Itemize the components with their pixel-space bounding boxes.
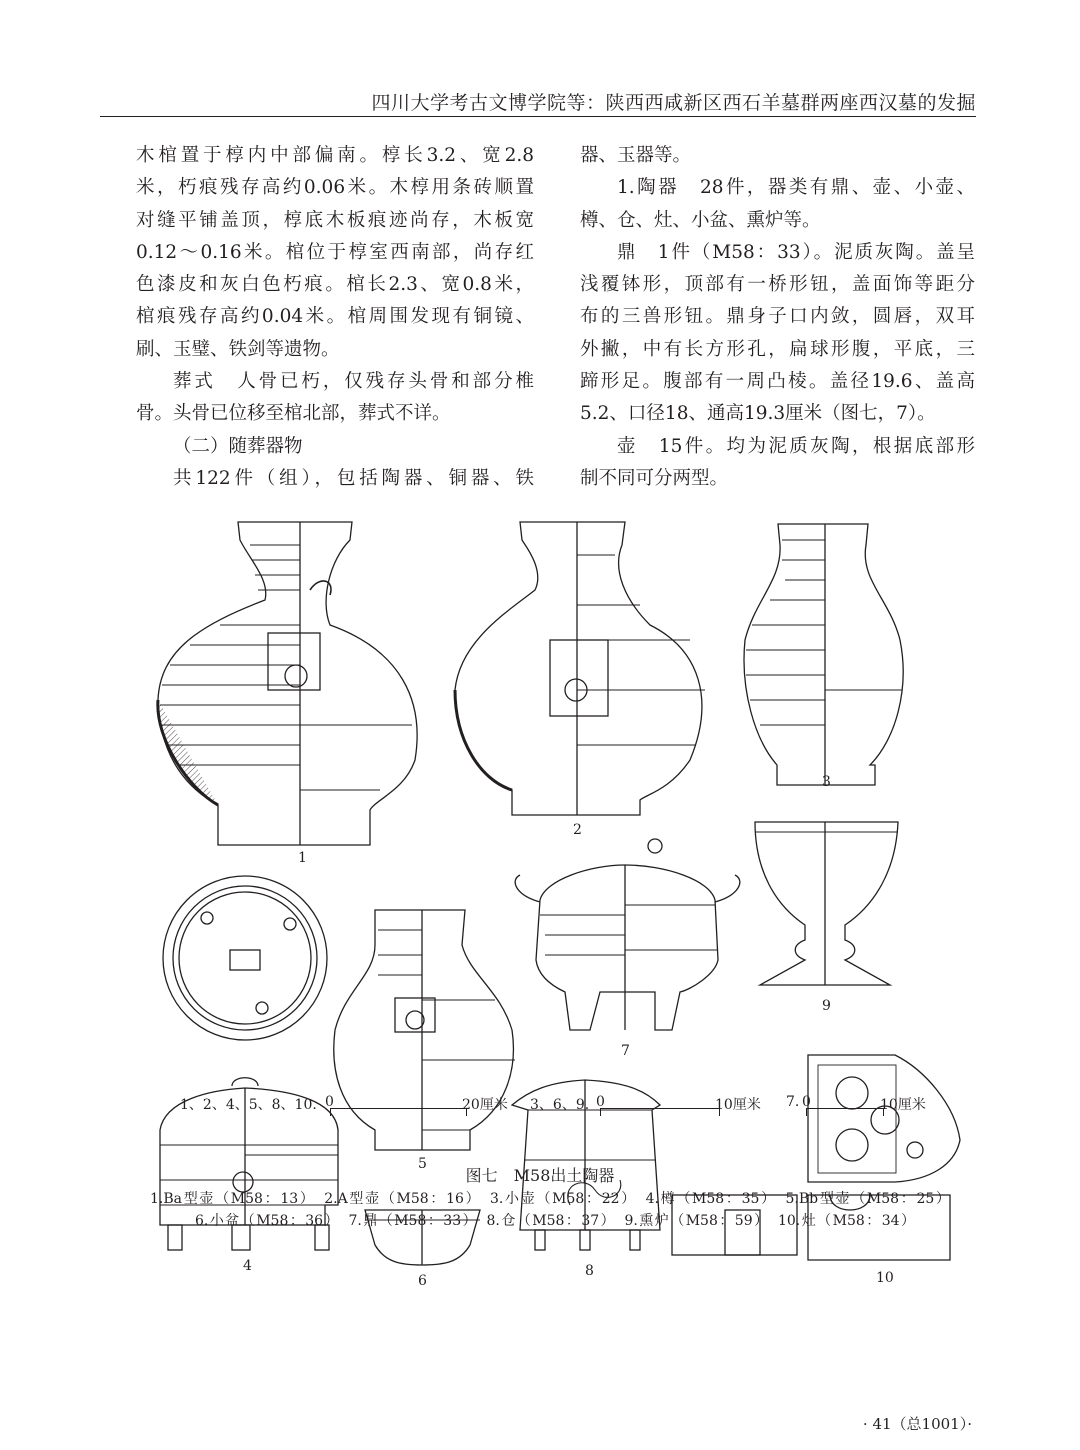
header-rule: [100, 116, 976, 117]
fig-label-2: 2: [573, 822, 582, 838]
text-line: 葬式 人骨已朽，仅残存头骨和部分椎: [173, 371, 534, 393]
running-header: 四川大学考古文博学院等：陕西西咸新区西石羊墓群两座西汉墓的发掘: [371, 92, 976, 114]
text-line: 木棺置于椁内中部偏南。椁长3.2、宽2.8: [136, 145, 534, 166]
section-heading: （二）随葬器物: [173, 435, 303, 457]
figure-legend-line-1: 1.Ba型壶（M58：13） 2.A型壶（M58：16） 3.小壶（M58：22） 4.樽（M58：35） 5.Bb型壶（M58：25）: [150, 1191, 950, 1207]
text-line: 器、玉器等。: [580, 145, 692, 166]
text-line: 浅覆钵形，顶部有一桥形钮，盖面饰等距分: [580, 274, 975, 296]
vessel-3-drawing: [744, 524, 903, 785]
text-line: 共122件（组），包括陶器、铜器、铁: [173, 467, 534, 489]
fig-label-1: 1: [298, 850, 307, 866]
scale-bar-20cm: [330, 1108, 467, 1116]
scale-start-3: 0: [802, 1094, 811, 1110]
scale-bar-10cm-b: [806, 1108, 884, 1116]
fig-label-6: 6: [418, 1273, 427, 1289]
text-line: 刷、玉璧、铁剑等遗物。: [136, 338, 340, 360]
text-line: 5.2、口径18、通高19.3厘米（图七，7）。: [580, 403, 936, 425]
vessel-9-drawing: [755, 822, 898, 985]
fig-label-10: 10: [876, 1270, 894, 1286]
text-line: 棺痕残存高约0.04米。棺周围发现有铜镜、: [136, 306, 534, 328]
scale-end-1: 20厘米: [462, 1097, 508, 1113]
fig-label-7: 7: [621, 1043, 630, 1059]
lid-plan-drawing: [163, 876, 327, 1040]
vessel-2-drawing: [455, 522, 705, 815]
fig-label-3: 3: [822, 774, 831, 790]
text-line: 壶 15件。均为泥质灰陶，根据底部形: [617, 435, 975, 457]
text-line: 对缝平铺盖顶，椁底木板痕迹尚存，木板宽: [136, 209, 534, 231]
page-number: · 41（总1001）·: [862, 1415, 972, 1433]
text-line: 色漆皮和灰白色朽痕。棺长2.3、宽0.8米，: [136, 274, 534, 296]
fig-label-8: 8: [585, 1263, 594, 1279]
text-line: 樽、仓、灶、小盆、熏炉等。: [580, 209, 821, 231]
figure-legend-line-2: 6.小盆（M58：36） 7.鼎（M58：33） 8.仓（M58：37） 9.熏炉（M58：59） 10.灶（M58：34）: [195, 1213, 915, 1229]
left-text-column: [136, 140, 534, 495]
text-line: 外撇，中有长方形孔，扁球形腹，平底，三: [580, 338, 975, 360]
vessel-1-drawing: [158, 522, 417, 845]
text-line: 蹄形足。腹部有一周凸棱。盖径19.6、盖高: [580, 371, 975, 393]
scale-label-2: 3、6、9.: [530, 1097, 590, 1113]
scale-label-1: 1、2、4、5、8、10.: [180, 1097, 317, 1113]
text-line: 米，朽痕残存高约0.06米。木椁用条砖顺置: [136, 177, 534, 199]
figure-caption: 图七 M58出土陶器: [465, 1166, 615, 1185]
fig-label-9: 9: [822, 998, 831, 1014]
text-line: 1.陶器 28件，器类有鼎、壶、小壶、: [617, 177, 975, 199]
scale-start-2: 0: [596, 1094, 605, 1110]
text-line: 骨。头骨已位移至棺北部，葬式不详。: [136, 403, 451, 425]
text-line: 0.12～0.16米。棺位于椁室西南部，尚存红: [136, 241, 534, 263]
scale-end-3: 10厘米: [880, 1097, 926, 1113]
fig-label-4: 4: [243, 1258, 252, 1274]
vessel-7-drawing: [515, 839, 740, 1030]
scale-start-1: 0: [325, 1094, 334, 1110]
right-text-column: [580, 140, 975, 495]
text-line: 布的三兽形钮。鼎身子口内敛，圆唇，双耳: [580, 306, 975, 328]
scale-end-2: 10厘米: [715, 1097, 761, 1113]
scale-bar-10cm-a: [600, 1108, 720, 1116]
fig-label-5: 5: [418, 1156, 427, 1172]
text-line: 鼎 1件（M58：33）。泥质灰陶。盖呈: [617, 241, 975, 263]
scale-label-3: 7.: [786, 1094, 800, 1110]
text-line: 制不同可分两型。: [580, 467, 729, 489]
